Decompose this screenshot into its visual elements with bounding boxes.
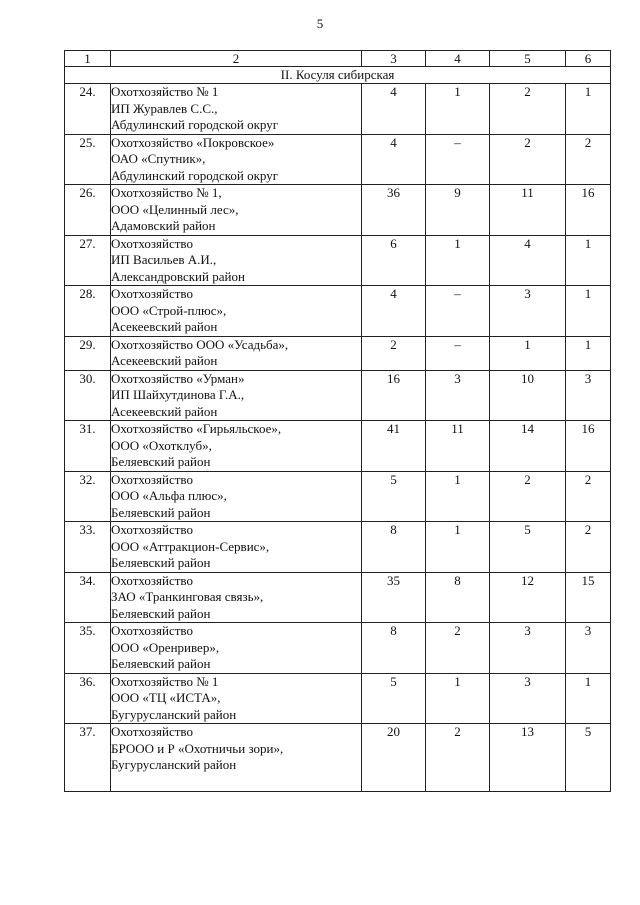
hunting-ground-name	[111, 336, 362, 370]
value-column-3: 20	[362, 724, 426, 792]
section-title: II. Косуля сибирская	[65, 67, 611, 84]
hunting-ground-name	[111, 623, 362, 674]
row-number: 34.	[65, 572, 111, 623]
table-row	[65, 623, 611, 674]
row-number: 25.	[65, 134, 111, 185]
hunting-ground-name	[111, 471, 362, 522]
hunting-ground-name-line: Беляевский район	[111, 656, 211, 671]
value-column-6: 16	[566, 185, 611, 236]
value-column-4: –	[426, 134, 490, 185]
table-row	[65, 185, 611, 236]
hunting-ground-name-line: Беляевский район	[111, 504, 211, 520]
row-number: 27.	[65, 235, 111, 286]
value-column-4: 3	[426, 370, 490, 421]
value-column-6: 5	[566, 724, 611, 792]
page-number: 5	[316, 16, 324, 31]
row-number: 30.	[65, 370, 111, 421]
hunting-ground-name-line: Охотхозяйство	[111, 572, 193, 588]
column-number-5: 5	[490, 51, 566, 67]
column-number-3: 3	[362, 51, 426, 67]
value-column-4: –	[426, 286, 490, 337]
value-column-4: 2	[426, 623, 490, 674]
hunting-ground-name	[111, 84, 362, 135]
value-column-6: 1	[566, 673, 611, 724]
value-column-6: 2	[566, 134, 611, 185]
hunting-ground-name-line: Охотхозяйство	[111, 724, 193, 739]
value-column-4: 9	[426, 185, 490, 236]
hunting-ground-name	[111, 673, 362, 724]
value-column-3: 4	[362, 134, 426, 185]
table-row	[65, 421, 611, 472]
table-row	[65, 370, 611, 421]
row-number: 37.	[65, 724, 111, 792]
value-column-3: 41	[362, 421, 426, 472]
value-column-5: 11	[490, 185, 566, 236]
hunting-ground-name-line: Адамовский район	[111, 218, 216, 233]
value-column-4: 1	[426, 673, 490, 724]
value-column-5: 12	[490, 572, 566, 623]
hunting-ground-name-line: Охотхозяйство «Гирьяльское»,	[111, 421, 282, 436]
hunting-ground-name	[111, 522, 362, 573]
hunting-ground-name-line: Асекеевский район	[111, 353, 218, 368]
value-column-6: 3	[566, 623, 611, 674]
hunting-ground-name-line: БРООО и Р «Охотничьи зори»,	[111, 740, 284, 756]
value-column-3: 4	[362, 286, 426, 337]
hunting-ground-name-line: Охотхозяйство ООО «Усадьба»,	[111, 336, 289, 352]
hunting-ground-name-line: Бугурусланский район	[111, 757, 237, 772]
row-number: 32.	[65, 471, 111, 522]
hunting-ground-name	[111, 572, 362, 623]
value-column-3: 8	[362, 623, 426, 674]
table-row	[65, 336, 611, 370]
value-column-3: 35	[362, 572, 426, 623]
hunting-ground-name-line: Бугурусланский район	[111, 706, 237, 722]
hunting-ground-name-line: Охотхозяйство	[111, 623, 193, 638]
column-number-1: 1	[65, 51, 111, 67]
row-number: 29.	[65, 336, 111, 370]
value-column-4: 1	[426, 522, 490, 573]
hunting-ground-name	[111, 286, 362, 337]
hunting-ground-name-line: Абдулинский городской округ	[111, 167, 279, 183]
hunting-ground-name	[111, 134, 362, 185]
hunting-ground-name-line: Беляевский район	[111, 605, 211, 621]
hunting-ground-name-line: ОАО «Спутник»,	[111, 151, 206, 166]
value-column-6: 1	[566, 84, 611, 135]
value-column-6: 3	[566, 370, 611, 421]
value-column-6: 16	[566, 421, 611, 472]
table-row	[65, 235, 611, 286]
hunting-ground-name-line: Беляевский район	[111, 555, 211, 570]
column-number-6: 6	[566, 51, 611, 67]
value-column-5: 5	[490, 522, 566, 573]
hunting-ground-name-line: Охотхозяйство	[111, 522, 193, 537]
column-number-4: 4	[426, 51, 490, 67]
hunting-ground-name	[111, 724, 362, 792]
value-column-5: 2	[490, 471, 566, 522]
hunting-ground-name-line: Охотхозяйство № 1,	[111, 185, 222, 200]
value-column-5: 3	[490, 623, 566, 674]
hunting-ground-name-line: ООО «ТЦ «ИСТА»,	[111, 690, 221, 705]
hunting-ground-name-line: ООО «Целинный лес»,	[111, 201, 239, 217]
value-column-5: 2	[490, 134, 566, 185]
hunting-ground-name-line: ИП Журавлев С.С.,	[111, 100, 218, 116]
hunting-ground-name-line: ИП Шайхутдинова Г.А.,	[111, 387, 245, 402]
hunting-ground-name-line: Охотхозяйство	[111, 471, 193, 487]
value-column-4: 1	[426, 471, 490, 522]
value-column-5: 2	[490, 84, 566, 135]
hunting-ground-name-line: Охотхозяйство	[111, 235, 193, 251]
value-column-3: 6	[362, 235, 426, 286]
value-column-3: 4	[362, 84, 426, 135]
hunting-ground-name-line: ИП Васильев А.И.,	[111, 252, 217, 267]
value-column-5: 14	[490, 421, 566, 472]
table-row	[65, 522, 611, 573]
value-column-3: 5	[362, 673, 426, 724]
value-column-4: 1	[426, 235, 490, 286]
hunting-ground-name-line: Охотхозяйство «Покровское»	[111, 134, 275, 150]
hunting-quota-table	[64, 50, 611, 792]
hunting-ground-name-line: ООО «Строй-плюс»,	[111, 302, 227, 318]
hunting-ground-name-line: ООО «Оренривер»,	[111, 639, 220, 655]
hunting-ground-name-line: Охотхозяйство	[111, 286, 193, 301]
column-number-row	[65, 51, 611, 67]
value-column-6: 15	[566, 572, 611, 623]
value-column-6: 1	[566, 235, 611, 286]
value-column-4: 8	[426, 572, 490, 623]
value-column-5: 4	[490, 235, 566, 286]
value-column-3: 2	[362, 336, 426, 370]
table-row	[65, 471, 611, 522]
hunting-ground-name	[111, 235, 362, 286]
value-column-5: 13	[490, 724, 566, 792]
value-column-4: –	[426, 336, 490, 370]
hunting-ground-name-line: Охотхозяйство № 1	[111, 84, 219, 99]
value-column-3: 16	[362, 370, 426, 421]
hunting-ground-name-line: ООО «Аттракцион-Сервис»,	[111, 538, 270, 554]
hunting-ground-name-line: Асекеевский район	[111, 403, 218, 419]
table-row	[65, 724, 611, 792]
hunting-ground-name-line: Абдулинский городской округ	[111, 117, 279, 132]
table-row	[65, 572, 611, 623]
row-number: 28.	[65, 286, 111, 337]
hunting-ground-name	[111, 370, 362, 421]
hunting-ground-name-line: ЗАО «Транкинговая связь»,	[111, 589, 264, 604]
column-number-2: 2	[111, 51, 362, 67]
table-row	[65, 673, 611, 724]
value-column-6: 1	[566, 286, 611, 337]
row-number: 31.	[65, 421, 111, 472]
value-column-3: 5	[362, 471, 426, 522]
row-number: 36.	[65, 673, 111, 724]
value-column-3: 8	[362, 522, 426, 573]
hunting-ground-name-line: Охотхозяйство № 1	[111, 673, 219, 689]
hunting-ground-name-line: ООО «Охотклуб»,	[111, 437, 212, 453]
row-number: 24.	[65, 84, 111, 135]
section-row	[65, 67, 611, 84]
table-row	[65, 134, 611, 185]
value-column-6: 2	[566, 471, 611, 522]
value-column-4: 2	[426, 724, 490, 792]
value-column-3: 36	[362, 185, 426, 236]
hunting-ground-name-line: Охотхозяйство «Урман»	[111, 370, 245, 386]
hunting-ground-name-line: Беляевский район	[111, 454, 211, 469]
row-number: 33.	[65, 522, 111, 573]
value-column-5: 1	[490, 336, 566, 370]
value-column-6: 1	[566, 336, 611, 370]
hunting-ground-name-line: ООО «Альфа плюс»,	[111, 488, 227, 503]
value-column-4: 11	[426, 421, 490, 472]
hunting-ground-name-line: Александровский район	[111, 268, 245, 284]
value-column-6: 2	[566, 522, 611, 573]
value-column-5: 10	[490, 370, 566, 421]
table-row	[65, 286, 611, 337]
value-column-5: 3	[490, 286, 566, 337]
table-row	[65, 84, 611, 135]
value-column-4: 1	[426, 84, 490, 135]
row-number: 26.	[65, 185, 111, 236]
value-column-5: 3	[490, 673, 566, 724]
hunting-ground-name	[111, 185, 362, 236]
hunting-ground-name	[111, 421, 362, 472]
row-number: 35.	[65, 623, 111, 674]
hunting-ground-name-line: Асекеевский район	[111, 319, 218, 334]
